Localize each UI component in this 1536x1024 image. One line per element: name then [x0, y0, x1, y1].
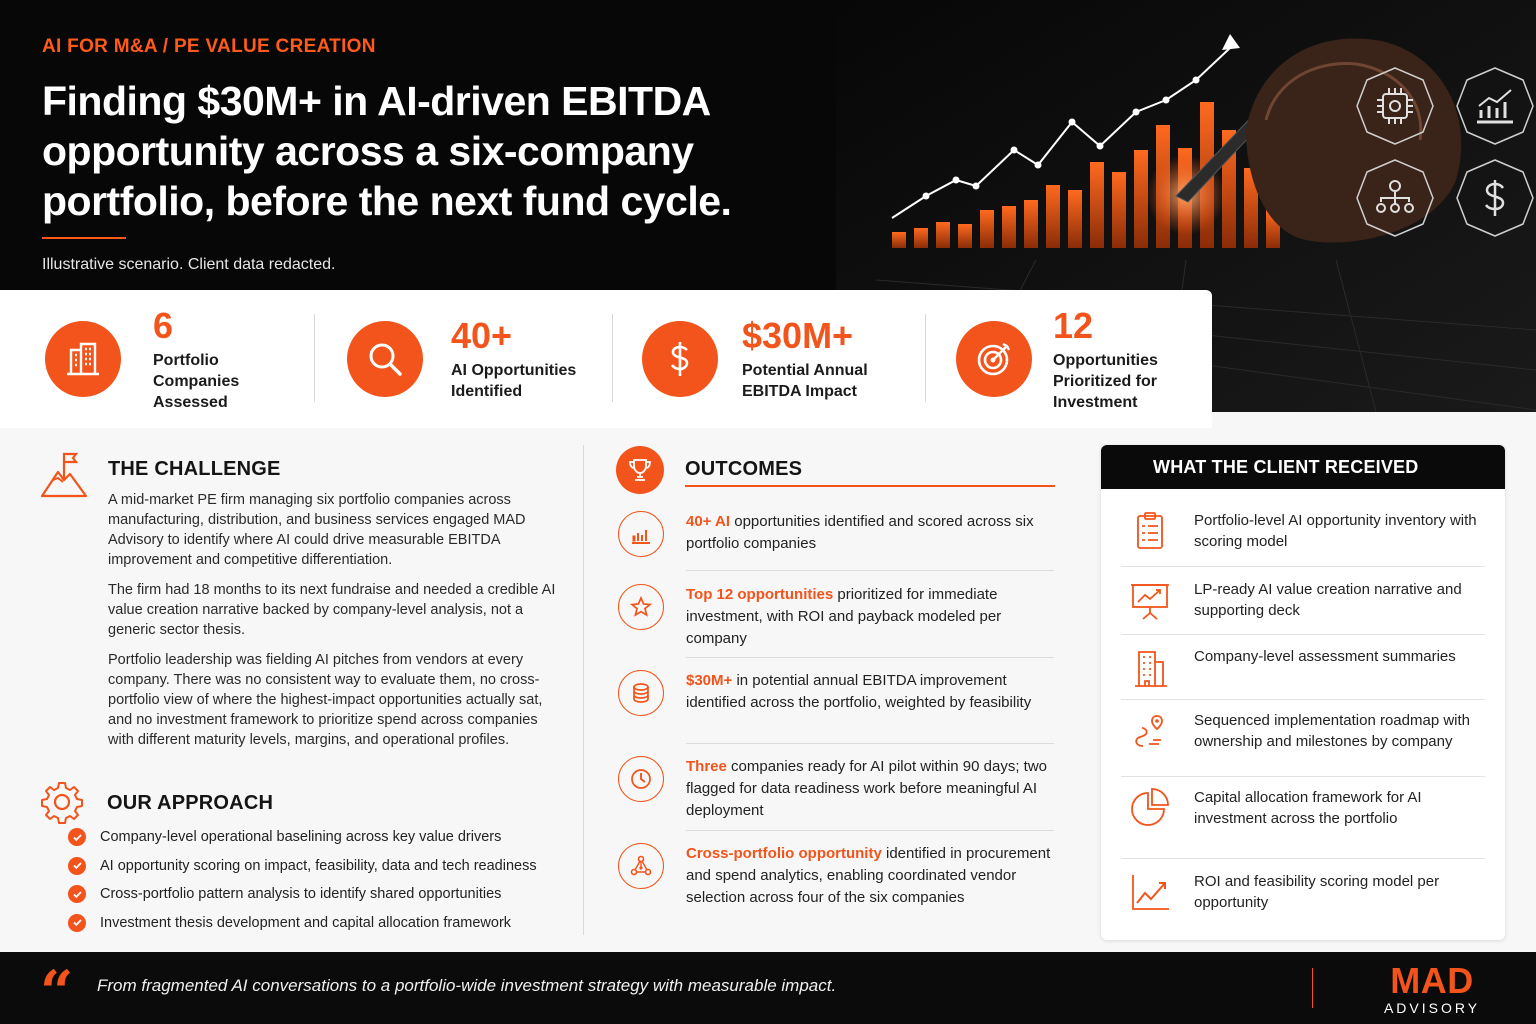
received-item-text: ROI and feasibility scoring model per opportunity — [1194, 873, 1440, 911]
outcome-text: in potential annual EBITDA improvement identified across the portfolio, weighted by feasibility — [686, 672, 1032, 711]
clock-icon — [618, 756, 664, 802]
outcomes-title: OUTCOMES — [685, 458, 803, 480]
client-received-title: WHAT THE CLIENT RECEIVED — [1101, 445, 1505, 489]
eyebrow-label: AI FOR M&A / PE VALUE CREATION — [42, 36, 376, 57]
star-icon — [618, 584, 664, 630]
stats-bar — [0, 290, 1212, 428]
received-item-text: Company-level assessment summaries — [1194, 648, 1456, 665]
stat-prioritized — [956, 290, 1183, 428]
challenge-title: THE CHALLENGE — [108, 458, 281, 480]
outcome-highlight: 40+ AI — [686, 513, 731, 530]
coins-icon — [618, 670, 664, 716]
stat-value: 40+ — [451, 315, 513, 356]
outcome-text: opportunities identified and scored across six portfolio companies — [686, 513, 1034, 552]
client-received-panel — [1101, 445, 1505, 940]
divider — [686, 743, 1054, 744]
building-icon — [1129, 646, 1171, 688]
trend-chart-icon — [1129, 871, 1171, 913]
divider — [925, 314, 926, 402]
challenge-paragraph: The firm had 18 months to its next fundraise and needed a credible AI value creation narrative backed by company-level analysis, not a generic sector thesis. — [108, 582, 556, 638]
checklist-icon — [1129, 510, 1171, 552]
dollar-icon — [642, 321, 718, 397]
approach-item-text: AI opportunity scoring on impact, feasibility, data and tech readiness — [100, 857, 537, 874]
received-item-text: Portfolio-level AI opportunity inventory with scoring model — [1194, 512, 1477, 550]
trophy-icon — [616, 446, 664, 494]
check-icon — [68, 857, 86, 875]
dollar-icon — [1455, 158, 1535, 238]
brand-subtitle: ADVISORY — [1383, 1000, 1481, 1016]
challenge-paragraph: A mid-market PE firm managing six portfolio companies across manufacturing, distribution, and business services engaged MAD Advisory to identify where AI could drive measurable EBITDA improvement and competitive differentiation. — [108, 492, 526, 568]
disclaimer-text: Illustrative scenario. Client data redacted. — [42, 256, 336, 273]
footer-bar — [0, 952, 1536, 1024]
target-icon — [956, 321, 1032, 397]
divider — [1121, 776, 1485, 777]
approach-item — [68, 852, 588, 881]
growth-chart-icon — [1455, 66, 1535, 146]
stat-label: Potential Annual EBITDA Impact — [742, 362, 868, 400]
page-title: Finding $30M+ in AI-driven EBITDA opportunity across a six-company portfolio, before the next fund cycle. — [42, 78, 732, 224]
approach-item — [68, 880, 588, 909]
ai-chip-icon — [1355, 66, 1435, 146]
roadmap-icon — [1129, 710, 1171, 752]
magnifier-icon — [347, 321, 423, 397]
divider — [1121, 699, 1485, 700]
divider — [686, 830, 1054, 831]
received-item-text: Capital allocation framework for AI investment across the portfolio — [1194, 789, 1422, 827]
stat-value: 6 — [153, 304, 174, 346]
received-item-text: Sequenced implementation roadmap with ownership and milestones by company — [1194, 712, 1470, 750]
approach-title: OUR APPROACH — [107, 792, 274, 814]
outcome-highlight: Top 12 opportunities — [686, 586, 834, 603]
received-item-text: LP-ready AI value creation narrative and supporting deck — [1194, 581, 1462, 619]
quote-icon: “ — [40, 958, 74, 1024]
gear-icon — [40, 780, 84, 824]
divider — [314, 314, 315, 402]
divider — [686, 570, 1054, 571]
title-underline — [42, 237, 126, 239]
divider — [1121, 566, 1485, 567]
stat-value: $30M+ — [742, 315, 854, 356]
column-divider — [583, 445, 584, 935]
approach-item — [68, 823, 588, 852]
divider — [1121, 634, 1485, 635]
approach-item — [68, 909, 588, 938]
brand-name: MAD — [1390, 960, 1474, 1001]
check-icon — [68, 828, 86, 846]
outcomes-underline — [685, 485, 1055, 487]
stat-value: 12 — [1053, 304, 1094, 346]
outcome-text: identified in procurement and spend analytics, enabling coordinated vendor selection across four of the six companies — [686, 845, 1051, 906]
stat-opportunities — [347, 290, 591, 428]
presentation-icon — [1129, 579, 1171, 621]
outcome-text: prioritized for immediate investment, with ROI and payback modeled per company — [686, 586, 1002, 647]
challenge-paragraph: Portfolio leadership was fielding AI pitches from vendors at every company. There was no consistent way to evaluate them, no cross-portfolio view of where the highest-impact opportunities actually sat, and no investment framework to prioritize spend across companies with different maturity levels, margins, and operational profiles. — [108, 652, 543, 748]
stat-companies — [45, 290, 253, 428]
check-icon — [68, 885, 86, 903]
building-icon — [45, 321, 121, 397]
check-icon — [68, 914, 86, 932]
divider — [612, 314, 613, 402]
bar-chart-icon — [618, 511, 664, 557]
stat-label: Portfolio Companies Assessed — [153, 351, 240, 411]
divider — [686, 657, 1054, 658]
mountain-flag-icon — [40, 450, 88, 498]
outcome-highlight: $30M+ — [686, 672, 733, 689]
stat-ebitda — [642, 290, 902, 428]
divider — [1121, 858, 1485, 859]
outcome-highlight: Three — [686, 758, 727, 775]
network-people-icon — [1355, 158, 1435, 238]
approach-item-text: Company-level operational baselining across key value drivers — [100, 829, 502, 846]
approach-item-text: Cross-portfolio pattern analysis to identify shared opportunities — [100, 886, 502, 903]
brand-logo — [1372, 962, 1492, 1016]
outcome-highlight: Cross-portfolio opportunity — [686, 845, 882, 862]
stat-label: AI Opportunities Identified — [451, 362, 577, 400]
pie-chart-icon — [1129, 787, 1171, 829]
stat-label: Opportunities Prioritized for Investment — [1053, 351, 1158, 411]
outcome-text: companies ready for AI pilot within 90 days; two flagged for data readiness work before meaningful AI deployment — [686, 758, 1048, 819]
network-icon — [618, 843, 664, 889]
footer-divider — [1312, 968, 1313, 1008]
closing-quote: From fragmented AI conversations to a portfolio-wide investment strategy with measurable impact. — [97, 976, 837, 995]
approach-item-text: Investment thesis development and capital allocation framework — [100, 914, 512, 931]
